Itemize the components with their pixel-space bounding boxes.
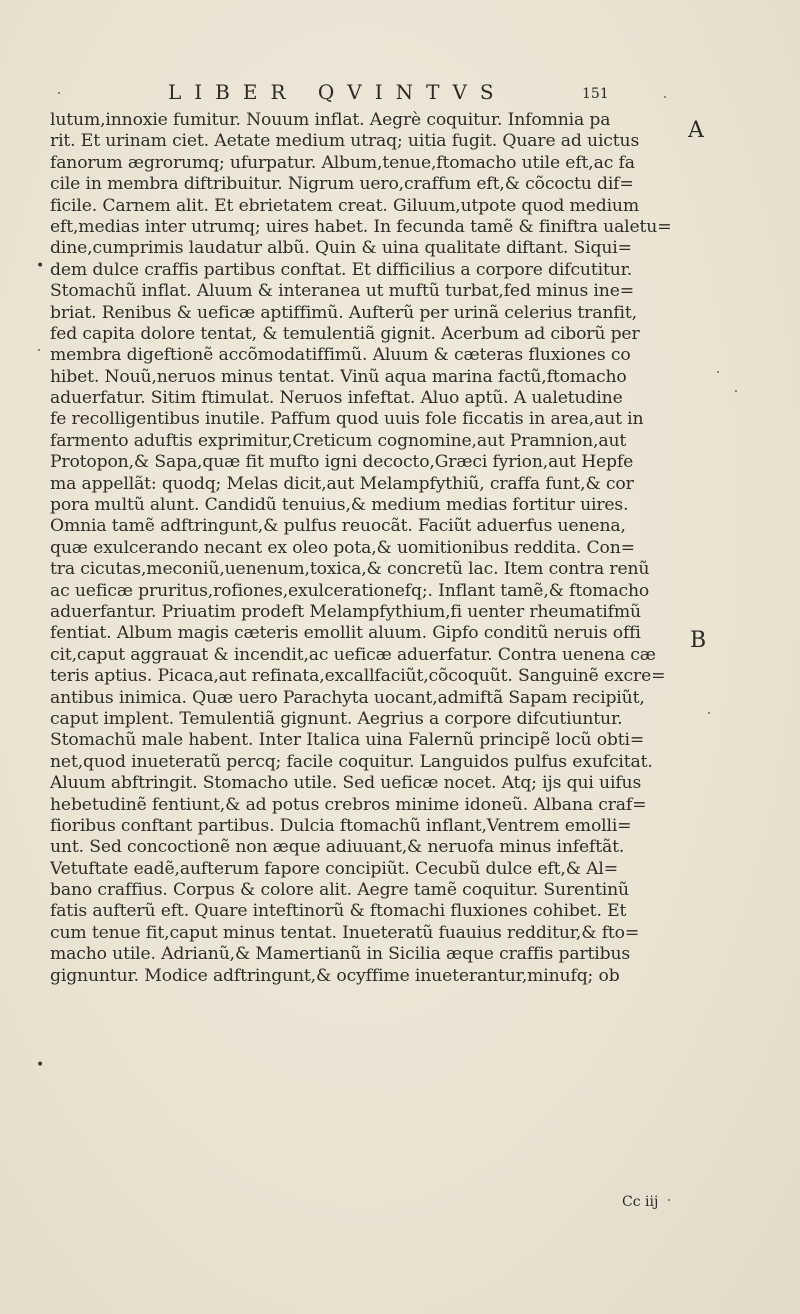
ink-speck: [38, 349, 40, 351]
text-line: macho utile. Adrianũ,& Mamertianũ in Sicilia æque craffis partibus: [50, 944, 631, 965]
text-line: tra cicutas,meconiũ,uenenum,toxica,& concretũ lac. Item contra renũ: [50, 559, 650, 580]
text-line: fatis aufterũ eft. Quare inteftinorũ & ftomachi fluxiones cohibet. Et: [50, 901, 627, 922]
text-line: briat. Renibus & ueficæ aptiffimũ. Aufterũ per urinã celerius tranfit,: [50, 302, 637, 323]
text-line: fioribus conftant partibus. Dulcia ftomachũ inflant,Ventrem emolli=: [50, 815, 632, 836]
text-line: aduerfantur. Priuatim prodeft Melampfythium,fi uenter rheumatifmũ: [50, 601, 641, 622]
running-head: [0, 80, 800, 108]
ink-speck: [58, 92, 60, 94]
text-line: Aluum abftringit. Stomacho utile. Sed ueficæ nocet. Atq; ijs qui uifus: [50, 773, 642, 794]
text-line: quæ exulcerando necant ex oleo pota,& uomitionibus reddita. Con=: [50, 537, 635, 558]
margin-letter-a: A: [688, 118, 704, 143]
text-line: Vetuftate eadẽ,aufterum fapore concipiũt. Cecubũ dulce eft,& Al=: [50, 858, 619, 879]
text-line: bano craffius. Corpus & colore alit. Aegre tamẽ coquitur. Surentinũ: [50, 880, 629, 901]
text-line: farmento aduftis exprimitur,Creticum cognomine,aut Pramnion,aut: [50, 430, 627, 451]
ink-speck: [735, 390, 737, 392]
text-line: cile in membra diftribuitur. Nigrum uero,craffum eft,& cõcoctu dif=: [50, 174, 634, 195]
margin-bullet-mark: •: [36, 258, 45, 274]
text-line: cum tenue fit,caput minus tentat. Inueteratũ fuauius redditur,& fto=: [50, 922, 640, 943]
text-line: Protopon,& Sapa,quæ fit mufto igni decocto,Græci fyrion,aut Hepfe: [50, 452, 634, 473]
text-line: ac ueficæ pruritus,rofiones,exulcerationefq;. Inflant tamẽ,& ftomacho: [50, 580, 650, 601]
text-line: fanorum ægrorumq; ufurpatur. Album,tenue,ftomacho utile eft,ac fa: [50, 152, 635, 173]
body-text: [50, 110, 680, 987]
text-line: lutum,innoxie fumitur. Nouum inflat. Aegrè coquitur. Infomnia pa: [50, 110, 611, 130]
ink-speck: [664, 96, 666, 98]
text-line: ficile. Carnem alit. Et ebrietatem creat. Giluum,utpote quod medium: [50, 195, 639, 216]
running-head-title: LIBER QVINTVS: [168, 80, 507, 104]
text-line: unt. Sed concoctionẽ non æque adiuuant,& neruofa minus infeftãt.: [50, 837, 625, 858]
text-line: Stomachũ inflat. Aluum & interanea ut muftũ turbat,fed minus ine=: [50, 281, 634, 302]
text-line: dine,cumprimis laudatur albũ. Quin & uina qualitate diftant. Siqui=: [50, 238, 632, 259]
text-line: Omnia tamẽ adftringunt,& pulfus reuocãt. Faciũt aduerfus uenena,: [50, 516, 626, 537]
ink-speck: [717, 371, 719, 373]
margin-bullet-mark: •: [36, 1057, 45, 1073]
text-line: caput implent. Temulentiã gignunt. Aegrius a corpore difcutiuntur.: [50, 708, 623, 729]
text-line: fe recolligentibus inutile. Paffum quod uuis fole ficcatis in area,aut in: [50, 409, 644, 430]
page-number: 151: [582, 86, 609, 102]
text-line: aduerfatur. Sitim ftimulat. Neruos infeftat. Aluo aptũ. A ualetudine: [50, 388, 623, 409]
margin-letter-b: B: [690, 628, 707, 653]
text-line: fed capita dolore tentat, & temulentiã gignit. Acerbum ad ciborũ per: [50, 323, 640, 344]
text-line: ma appellãt: quodq; Melas dicit,aut Melampfythiũ, craffa funt,& cor: [50, 473, 634, 494]
text-line: eft,medias inter utrumq; uires habet. In fecunda tamẽ & finiftra ualetu=: [50, 216, 672, 237]
signature-mark: Cc iij: [622, 1194, 659, 1210]
text-line: membra digeftionẽ accõmodatiffimũ. Aluum & cæteras fluxiones co: [50, 345, 631, 366]
text-line: rit. Et urinam ciet. Aetate medium utraq; uitia fugit. Quare ad uictus: [50, 131, 640, 152]
text-line: pora multũ alunt. Candidũ tenuius,& medium medias fortitur uires.: [50, 495, 629, 516]
text-line: Stomachũ male habent. Inter Italica uina Falernũ principẽ locũ obti=: [50, 730, 645, 751]
text-line: hibet. Nouũ,neruos minus tentat. Vinũ aqua marina factũ,ftomacho: [50, 366, 627, 387]
text-line: cit,caput aggrauat & incendit,ac ueficæ aduerfatur. Contra uenena cæ: [50, 644, 656, 665]
text-line: gignuntur. Modice adftringunt,& ocyffime inueterantur,minufq; ob: [50, 965, 620, 986]
ink-speck: [708, 712, 710, 714]
text-line: fentiat. Album magis cæteris emollit aluum. Gipfo conditũ neruis offi: [50, 623, 641, 644]
text-line: net,quod inueteratũ percq; facile coquitur. Languidos pulfus exufcitat.: [50, 751, 653, 772]
text-line: dem dulce craffis partibus conftat. Et difficilius a corpore difcutitur.: [50, 259, 633, 280]
ink-speck: [668, 1199, 670, 1201]
text-line: antibus inimica. Quæ uero Parachyta uocant,admiftã Sapam recipiũt,: [50, 687, 645, 708]
text-line: teris aptius. Picaca,aut refinata,excallfaciũt,cõcoquũt. Sanguinẽ excre=: [50, 666, 666, 687]
text-line: hebetudinẽ fentiunt,& ad potus crebros minime idoneũ. Albana craf=: [50, 794, 647, 815]
